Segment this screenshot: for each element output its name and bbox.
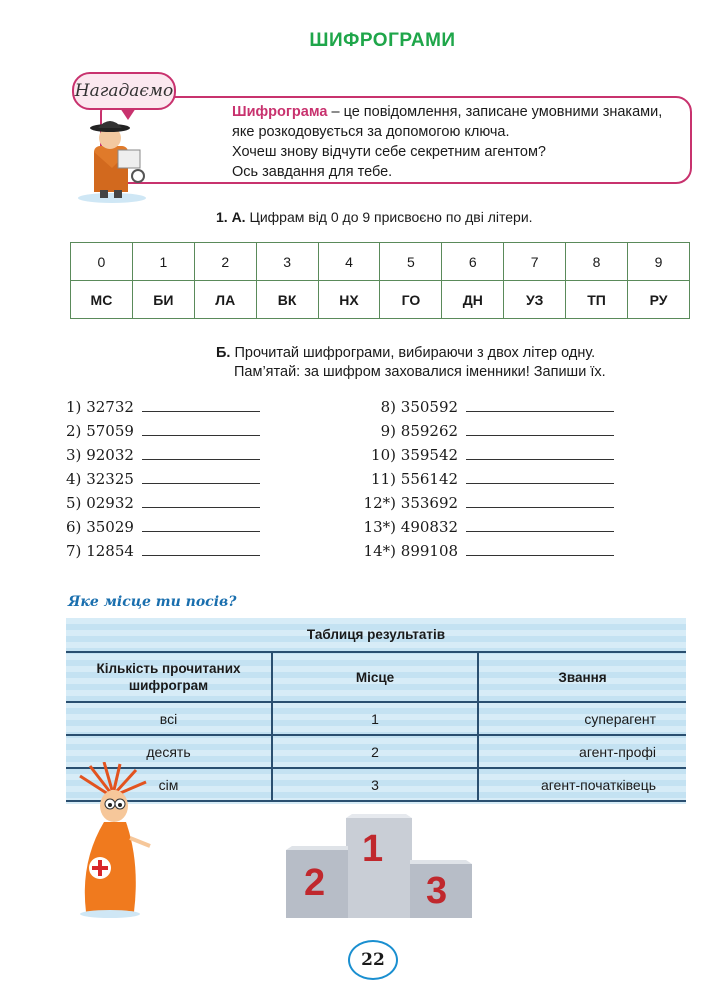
item-number: 3) [66,446,82,464]
digit-cell: 0 [71,243,133,281]
place-cell: 1 [272,702,478,735]
item-number: 10) [371,446,396,464]
header-rank: Звання [478,652,686,702]
item-code: 350592 [400,398,459,416]
answer-line[interactable] [142,411,260,412]
item-code: 92032 [86,446,134,464]
cipher-item [66,440,260,464]
answer-line[interactable] [466,555,614,556]
item-code: 490832 [400,518,459,536]
term-label: Шифрограма [232,104,328,120]
item-number: 11) [371,470,396,488]
answer-line[interactable] [466,483,614,484]
item-code: 353692 [400,494,459,512]
place-cell: 2 [272,735,478,768]
item-number: 5) [66,494,82,512]
definition-line [232,102,682,142]
item-code: 32325 [86,470,134,488]
item-code: 35029 [86,518,134,536]
cipher-item [66,464,260,488]
letters-row [71,281,690,319]
cipher-item [356,512,614,536]
task-b-instruction [216,344,690,382]
page-title: ШИФРОГРАМИ [309,30,456,51]
letters-cell: ЛА [194,281,256,319]
count-cell: всі [66,702,272,735]
item-number: 13*) [363,518,396,536]
item-number: 14*) [363,542,396,560]
letters-cell: УЗ [504,281,566,319]
letters-cell: РУ [628,281,690,319]
reminder-line-3: Ось завдання для тебе. [232,164,393,180]
mascot-illustration-icon [60,762,160,918]
item-code: 57059 [86,422,134,440]
results-caption: Таблиця результатів [66,618,686,652]
digit-cell: 9 [628,243,690,281]
task-b-line-2: Пам’ятай: за шифром заховалися іменники! Запиши їх. [234,364,606,380]
cipher-item [356,440,614,464]
digit-cell: 6 [442,243,504,281]
digit-cell: 5 [380,243,442,281]
letters-cell: МС [71,281,133,319]
digit-cell: 4 [318,243,380,281]
answer-line[interactable] [142,507,260,508]
answer-line[interactable] [142,459,260,460]
count-cell: десять [66,735,272,768]
reminder-bubble: Нагадаємо [72,72,176,110]
cipher-item [356,392,614,416]
digit-cell: 1 [132,243,194,281]
item-number: 1) [66,398,82,416]
header-place: Місце [272,652,478,702]
item-number: 9) [380,422,396,440]
letters-cell: ГО [380,281,442,319]
podium-second: 2 [304,862,326,904]
task-a-label: 1. А. [216,209,246,225]
answer-line[interactable] [142,483,260,484]
podium [286,814,472,918]
cipher-item [66,512,260,536]
task-a-text: Цифрам від 0 до 9 присвоєно по дві літери. [245,209,533,225]
item-number: 2) [66,422,82,440]
cipher-item [356,536,614,560]
podium-first: 1 [362,828,384,870]
item-code: 556142 [400,470,459,488]
answer-line[interactable] [466,435,614,436]
task-a-instruction [216,209,533,225]
answer-line[interactable] [466,459,614,460]
results-row [66,702,686,735]
page-number: 22 [348,940,398,980]
reminder-line-2: Хочеш знову відчути себе секретним агентом? [232,144,546,160]
task-b-label: Б. [216,345,231,361]
digit-cell: 7 [504,243,566,281]
cipher-item [66,536,260,560]
letters-cell: ДН [442,281,504,319]
rank-cell: суперагент [478,702,686,735]
digits-row [71,243,690,281]
item-code: 899108 [400,542,459,560]
rank-cell: агент-профі [478,735,686,768]
item-code: 12854 [86,542,134,560]
answer-line[interactable] [466,507,614,508]
item-number: 8) [380,398,396,416]
cipher-key-table [70,242,690,319]
item-number: 6) [66,518,82,536]
results-heading: Яке місце ти посів? [68,594,237,610]
results-header-row [66,652,686,702]
item-code: 32732 [86,398,134,416]
cipher-item [356,416,614,440]
cipher-item [66,488,260,512]
digit-cell: 3 [256,243,318,281]
letters-cell: ТП [566,281,628,319]
answer-line[interactable] [466,411,614,412]
header-count: Кількість прочитаних шифрограм [66,652,272,702]
answer-line[interactable] [142,555,260,556]
answer-line[interactable] [466,531,614,532]
answer-line[interactable] [142,435,260,436]
podium-third: 3 [426,870,448,912]
count-cell: сім [66,768,272,801]
item-code: 359542 [400,446,459,464]
cipher-item [356,464,614,488]
task-b-text: Прочитай шифрограми, вибираючи з двох літер одну. [230,345,596,361]
digit-cell: 2 [194,243,256,281]
definition-text: – це повідомлення, записане умовними знаками, яке розкодовується за допомогою ключа. [232,104,663,140]
letters-cell: ВК [256,281,318,319]
place-cell: 3 [272,768,478,801]
cipher-item [66,392,260,416]
letters-cell: НХ [318,281,380,319]
item-number: 12*) [363,494,396,512]
cipher-item [356,488,614,512]
letters-cell: БИ [132,281,194,319]
item-code: 02932 [86,494,134,512]
spy-illustration-icon [72,112,152,204]
cipher-list-left [66,392,260,560]
digit-cell: 8 [566,243,628,281]
reminder-text [232,102,682,182]
cipher-item [66,416,260,440]
item-number: 7) [66,542,82,560]
item-number: 4) [66,470,82,488]
answer-line[interactable] [142,531,260,532]
item-code: 859262 [400,422,459,440]
rank-cell: агент-початківець [478,768,686,801]
task-b-line-1 [216,344,690,363]
cipher-list-right [356,392,614,560]
